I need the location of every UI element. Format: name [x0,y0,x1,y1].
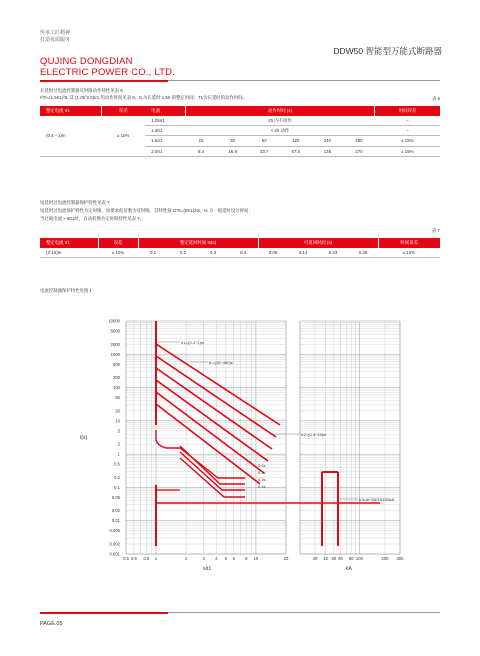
y-tick-label: 1 [117,451,120,457]
x-tick-label: 1 [154,556,158,561]
t6-action: < 2h 动作 [185,126,374,136]
table-row [40,248,440,258]
x-tick-label: 40 [323,556,328,561]
section2-desc-1: 短延时过电流保护特性为定时限，如要求低倍数为反时限，其特性按 I2Ts=(8Ir1)2ts，ts 为一般延时设计时间； [40,208,253,213]
table-7 [40,238,440,258]
tl-annotation: tL=(15~480)s [209,360,233,365]
t6-h-error: 误差 [101,106,145,116]
footer-rule-red [40,612,168,614]
t6-h-time-err: 时间误差 [375,106,440,116]
y-tick-label: 20 [115,408,120,414]
page-number: PAGE.05 [40,621,63,627]
t7-h-time-err: 时间误差 [378,238,440,248]
table7-header [40,238,440,248]
x-tick-label: 50 [331,556,337,561]
t7-return: 0.23 [318,248,348,258]
x-tick-label: 10 [253,556,259,561]
t7-h-return: 可返回时间 (s) [258,238,378,248]
brand-line-1: QUJING DONGDIAN [40,56,133,67]
y-tick-label: 0.02 [111,508,120,514]
t01-annotation: 0.1s [258,484,266,489]
x-tick-label: 0.8 [143,556,150,561]
t7-h-setting: 整定电流 Ir1 [40,238,98,248]
ir2-annotation: Ir2=(0.4~15)In [301,432,327,437]
y-tick-label: 5 [117,428,120,434]
t7-time-err: ± 15% [378,248,440,258]
t6-h-current: 电流 [145,106,185,116]
x-tick-label: 8 [245,556,248,561]
x-tick-label: 300 [396,556,404,561]
y-tick-label: 200 [113,375,120,381]
y-tick-label: 100 [113,385,120,391]
t6-current: 1.5Ir1 [145,136,185,146]
y-tick-label: 0.1 [114,484,120,490]
y-tick-label: 0.01 [111,518,120,524]
t6-action: 2h 内不动作 [185,116,374,126]
t6-value: 240 [312,136,344,146]
section2-title: 短延时过电流控制器保护特性见表 7 [40,200,110,205]
t6-value: 33.7 [248,146,280,156]
t6-value: 15 [185,136,217,146]
t6-value: 480 [343,136,375,146]
t02-annotation: 0.2s [258,477,266,482]
section1-title: 长延时过电流控制器反时限动作特性见表 6 [40,88,123,93]
t6-value: 120 [280,136,312,146]
x-tick-label: 100 [355,556,363,561]
t7-ts: 0.2 [168,248,198,258]
y-tick-label: 2000 [110,341,120,347]
y-tick-label: 0.5 [114,461,120,467]
y-tick-label: 0.002 [109,541,120,547]
x-axis-label-right: kA [346,566,352,572]
protection-characteristic-chart [40,300,440,575]
ir1-annotation: Ir1=(0.4~1)In [181,340,205,345]
long-delay-curve [156,344,280,425]
footer-rule-grey [168,612,440,613]
t6-setting-range: (0.4～1)In [40,116,101,156]
slogan-line-1: 传承工匠精神 [40,30,71,36]
t7-return: 0.06 [258,248,288,258]
x-tick-label: 0.5 [123,556,129,561]
t6-value: 8.4 [185,146,217,156]
t6-tolerance: ± 10% [101,116,145,156]
t7-setting: (3˜15)In [40,248,98,258]
t7-ts: 0.3 [198,248,228,258]
t6-value: 16.9 [217,146,249,156]
slogan [40,30,70,44]
long-delay-curve [156,356,276,437]
t6-value: 270 [343,146,375,156]
t7-h-error: 误差 [98,238,138,248]
t7-ts: 0.1 [138,248,168,258]
x-tick-label: 0.6 [130,556,137,561]
y-tick-label: 10000 [108,318,120,324]
y-tick-label: 5000 [110,328,120,334]
t6-value: 67.5 [280,146,312,156]
figure-caption: 电流控制器保护特性见图 1 [40,288,92,293]
grid-left [126,321,286,554]
t04-annotation: 0.4s [258,463,266,468]
y-tick-label: 1000 [110,351,120,357]
section2-desc-2: 当过载电流 > 8Ir1时，自动转换为定时限特性见表 7。 [40,216,145,221]
t7-return: 0.14 [288,248,318,258]
y-tick-label: 0.005 [109,528,120,534]
ir3-annotation: Ir3=In~50/75/100kA [359,497,395,502]
y-tick-label: 50 [115,395,120,401]
y-tick-label: 2 [117,441,120,447]
x-tick-label: 3 [202,556,205,561]
slogan-line-2: 打造优质服务 [40,37,71,43]
t6-time-err: ± 15% [375,146,440,156]
t7-ts: 0.4 [228,248,258,258]
x-tick-label: 6 [232,556,235,561]
t6-h-setting: 整定电流 Ir1 [40,106,101,116]
t6-h-action: 动作时间 (s) [185,106,374,116]
t6-value: 60 [248,136,280,146]
y-tick-label: 500 [113,361,120,367]
t7-tolerance: ± 10% [98,248,138,258]
x-tick-label: 2 [184,556,188,561]
x-axis-label-left: xIr1 [203,566,212,572]
t6-current: 1.05Ir1 [145,116,185,126]
table-row [40,116,440,126]
table6-label: 表 6 [431,96,440,101]
t7-h-ts: 整定延时时间 ts(s) [138,238,258,248]
x-tick-label: 20 [283,556,289,561]
y-tick-label: 0.001 [109,551,120,557]
x-tick-label: 30 [312,556,318,561]
t7-return: 0.35 [348,248,378,258]
curves [156,321,380,546]
t6-time-err: – [375,126,440,136]
t6-current: 1.3Ir1 [145,126,185,136]
t03-annotation: 0.3s [258,470,266,475]
x-tick-label: 5 [224,556,228,561]
t6-value: 30 [217,136,249,146]
axis-labels [108,319,404,562]
x-tick-label: 60 [338,556,343,561]
t6-value: 135 [312,146,344,156]
t6-current: 2.0Ir1 [145,146,185,156]
table6-header [40,106,440,116]
table7-label: 表 7 [431,228,440,233]
header-rule-red [40,80,168,82]
model-title: DDW50 智能型万能式断路器 [333,46,442,56]
section1-desc: I²Tt=(1.5Ir1)²tL 其 (1.05˜2.0)Ir1 的动作时间见表 6，tL为长延时 1.5Ir 的整定时间；TL为长延时的动作时间。 [40,95,248,100]
t6-time-err: – [375,116,440,126]
y-tick-label: 0.2 [114,474,120,480]
x-tick-label: 80 [348,556,354,561]
header-rule-grey [168,80,440,81]
x-tick-label: 4 [215,556,218,561]
y-axis-label: t(s) [80,435,88,441]
brand-line-2: ELECTRIC POWER CO., LTD. [40,67,175,78]
grid-right [300,321,400,554]
x-tick-label: 200 [381,556,389,561]
y-tick-label: 0.05 [111,494,120,500]
company-brand [40,56,175,78]
table-6 [40,106,440,157]
y-tick-label: 10 [115,418,120,424]
t6-time-err: ± 15% [375,136,440,146]
